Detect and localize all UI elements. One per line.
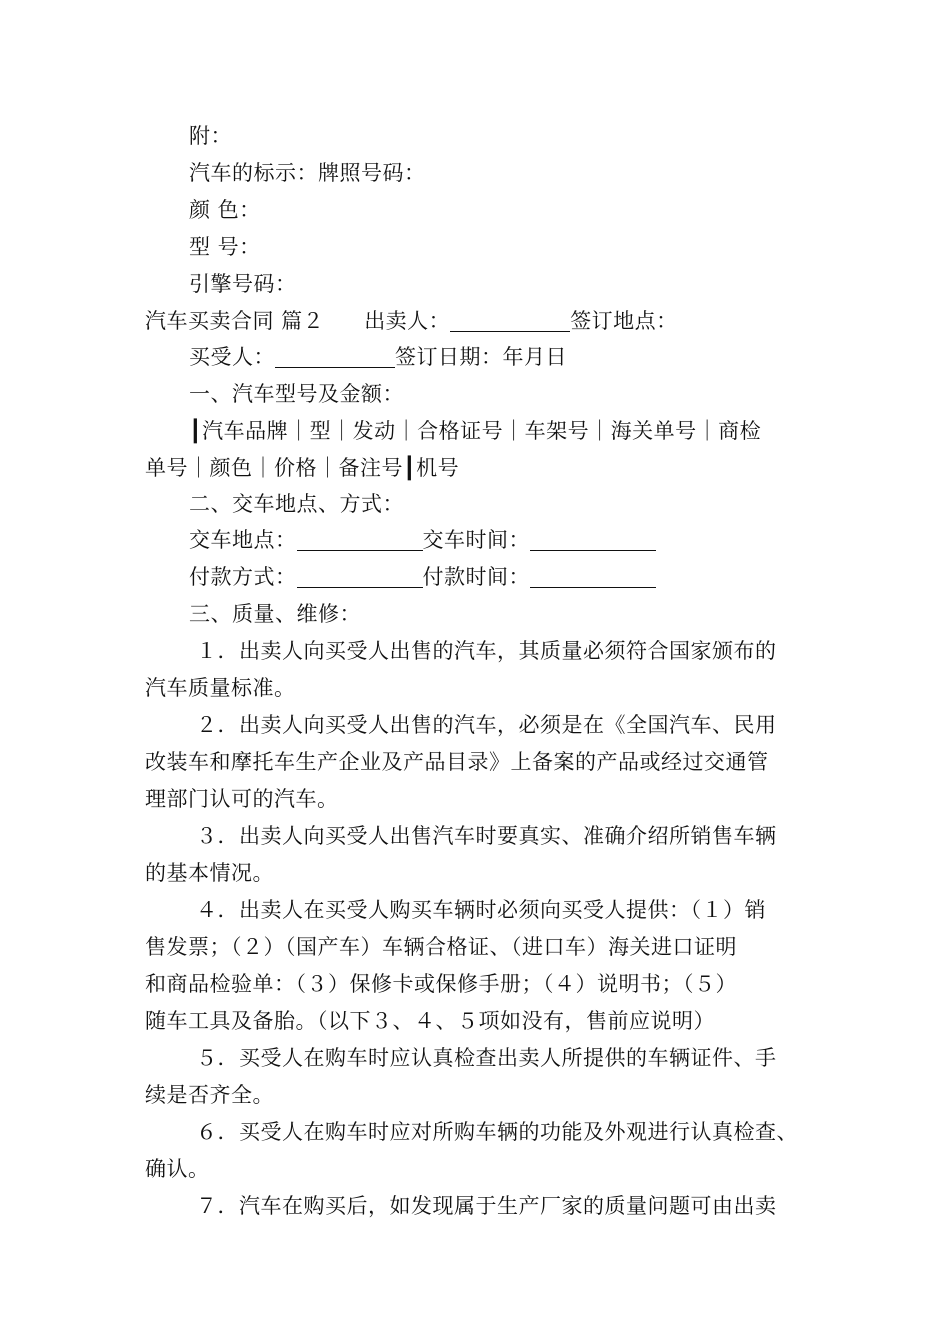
section1-title: 一、汽车型号及金额： — [189, 382, 404, 406]
color-line: 颜 色： — [189, 198, 261, 222]
table-line-1: ┃汽车品牌｜型｜发动｜合格证号｜车架号｜海关单号｜商检 — [189, 419, 762, 443]
item7-line1: ７．汽车在购买后，如发现属于生产厂家的质量问题可由出卖 — [196, 1194, 777, 1218]
buyer-line — [189, 339, 815, 375]
contract-heading-line — [145, 303, 815, 339]
delivery-time-label: 交车时间： — [422, 528, 530, 552]
delivery-time-blank — [530, 528, 656, 551]
item3-line1: ３．出卖人向买受人出售汽车时要真实、准确介绍所销售车辆 — [196, 824, 777, 848]
car-marking-line: 汽车的标示：牌照号码： — [189, 161, 426, 185]
item4-line4: 随车工具及备胎。（以下３、４、５项如没有，售前应说明） — [145, 1009, 715, 1033]
buyer-blank — [275, 345, 395, 368]
contract-heading: 汽车买卖合同 篇２ — [145, 309, 325, 333]
section2-title: 二、交车地点、方式： — [189, 492, 404, 516]
item5-line1: ５．买受人在购车时应认真检查出卖人所提供的车辆证件、手 — [196, 1046, 777, 1070]
item2-line3: 理部门认可的汽车。 — [145, 787, 339, 811]
delivery-place-label: 交车地点： — [189, 528, 297, 552]
item6-line1: ６．买受人在购车时应对所购车辆的功能及外观进行认真检查、 — [196, 1120, 798, 1144]
payment-time-blank — [530, 565, 656, 588]
sign-date-label: 签订日期：年月日 — [395, 345, 567, 369]
table-line-2: 单号｜颜色｜价格｜备注号┃机号 — [145, 456, 460, 480]
delivery-line — [189, 522, 815, 558]
payment-line — [189, 559, 815, 595]
payment-method-label: 付款方式： — [189, 565, 297, 589]
delivery-place-blank — [297, 528, 423, 551]
item2-line1: ２．出卖人向买受人出售的汽车，必须是在《全国汽车、民用 — [196, 713, 777, 737]
seller-label: 出卖人： — [364, 309, 451, 333]
item6-line2: 确认。 — [145, 1157, 210, 1181]
seller-blank — [450, 309, 570, 332]
payment-method-blank — [297, 565, 423, 588]
appendix-title: 附： — [189, 124, 232, 148]
item5-line2: 续是否齐全。 — [145, 1083, 274, 1107]
item1-line2: 汽车质量标准。 — [145, 676, 296, 700]
engine-number-line: 引擎号码： — [189, 272, 297, 296]
item4-line3: 和商品检验单：（３）保修卡或保修手册；（４）说明书；（５） — [145, 972, 737, 996]
buyer-label: 买受人： — [189, 345, 275, 369]
item1-line1: １．出卖人向买受人出售的汽车，其质量必须符合国家颁布的 — [196, 639, 777, 663]
item3-line2: 的基本情况。 — [145, 861, 274, 885]
item4-line2: 售发票；（２）（国产车）车辆合格证、（进口车）海关进口证明 — [145, 935, 737, 959]
item4-line1: ４．出卖人在买受人购买车辆时必须向买受人提供：（１）销 — [196, 898, 766, 922]
sign-place-label: 签订地点： — [570, 309, 678, 333]
section3-title: 三、质量、维修： — [189, 602, 361, 626]
item2-line2: 改装车和摩托车生产企业及产品目录》上备案的产品或经过交通管 — [145, 750, 769, 774]
payment-time-label: 付款时间： — [422, 565, 530, 589]
model-line: 型 号： — [189, 235, 261, 259]
